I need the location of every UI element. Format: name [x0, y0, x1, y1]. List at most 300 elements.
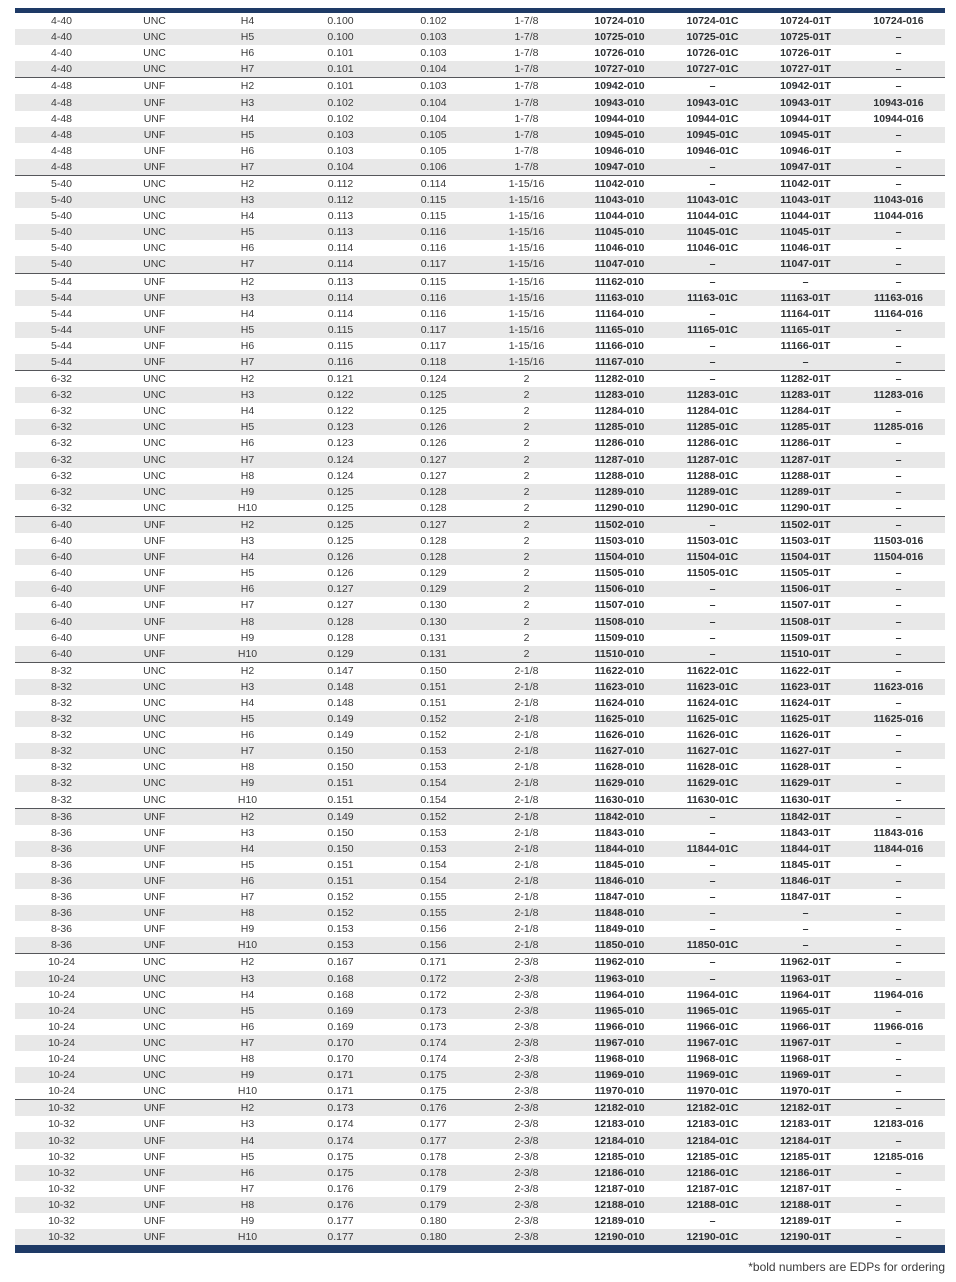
cell-series: UNC [143, 680, 166, 693]
cell-edp_016: – [895, 583, 902, 596]
cell-series: UNC [143, 389, 166, 402]
cell-edp_01T: 11164-01T [780, 307, 831, 320]
cell-limit: H9 [240, 777, 255, 790]
table-row [15, 565, 945, 581]
cell-edp_01C: – [709, 810, 716, 823]
cell-series: UNF [143, 551, 166, 564]
cell-limit: H3 [240, 680, 255, 693]
cell-edp_01T: 11509-01T [780, 631, 831, 644]
cell-edp_010: 11623-010 [594, 680, 645, 693]
cell-edp_016: – [895, 810, 902, 823]
cell-series: UNC [143, 777, 166, 790]
cell-pd_min: 0.101 [327, 80, 354, 93]
cell-edp_01C: 11626-01C [686, 729, 739, 742]
cell-edp_01C: 11287-01C [686, 453, 739, 466]
cell-series: UNC [143, 469, 166, 482]
cell-edp_010: 11842-010 [594, 810, 645, 823]
cell-length: 2-1/8 [514, 875, 539, 888]
cell-edp_010: 12189-010 [594, 1214, 645, 1227]
cell-length: 2-3/8 [514, 1150, 539, 1163]
cell-edp_01C: 11289-01C [686, 485, 739, 498]
table-row [15, 905, 945, 921]
cell-edp_01C: – [709, 307, 716, 320]
cell-series: UNF [143, 875, 166, 888]
cell-length: 1-15/16 [508, 194, 545, 207]
cell-edp_016: – [895, 745, 902, 758]
cell-edp_016: – [895, 1102, 902, 1115]
cell-edp_01C: 12183-01C [686, 1118, 739, 1131]
cell-series: UNC [143, 177, 166, 190]
cell-pd_min: 0.169 [327, 1004, 354, 1017]
cell-size: 5-40 [50, 226, 72, 239]
cell-edp_010: 11969-010 [594, 1069, 645, 1082]
cell-size: 8-36 [50, 858, 72, 871]
cell-limit: H10 [237, 793, 258, 806]
cell-edp_010: 11044-010 [594, 210, 645, 223]
cell-pd_max: 0.154 [420, 858, 447, 871]
cell-pd_min: 0.125 [327, 535, 354, 548]
cell-edp_01C: 11505-01C [686, 567, 739, 580]
cell-series: UNC [143, 1085, 166, 1098]
cell-edp_016: 11843-016 [873, 826, 924, 839]
cell-pd_max: 0.124 [420, 373, 447, 386]
cell-pd_min: 0.176 [327, 1198, 354, 1211]
cell-edp_01C: 11969-01C [686, 1069, 739, 1082]
cell-size: 10-32 [48, 1150, 75, 1163]
cell-limit: H3 [240, 194, 255, 207]
cell-pd_min: 0.174 [327, 1118, 354, 1131]
cell-pd_max: 0.114 [420, 177, 447, 190]
cell-limit: H3 [240, 389, 255, 402]
cell-pd_max: 0.154 [420, 793, 447, 806]
cell-series: UNF [143, 160, 166, 173]
cell-pd_max: 0.116 [420, 291, 447, 304]
table-row [15, 857, 945, 873]
cell-edp_01T: 10943-01T [780, 96, 831, 109]
cell-edp_016: – [895, 761, 902, 774]
cell-limit: H6 [240, 583, 255, 596]
cell-limit: H2 [240, 1102, 255, 1115]
cell-edp_010: 11287-010 [594, 453, 645, 466]
cell-edp_01T: 11625-01T [780, 713, 831, 726]
cell-series: UNC [143, 405, 166, 418]
cell-size: 8-36 [50, 826, 72, 839]
cell-edp_016: – [895, 599, 902, 612]
table-row [15, 873, 945, 889]
cell-pd_min: 0.153 [327, 939, 354, 952]
cell-series: UNF [143, 1182, 166, 1195]
cell-pd_max: 0.178 [420, 1150, 447, 1163]
cell-edp_010: 11843-010 [594, 826, 645, 839]
table-row [15, 1019, 945, 1035]
cell-edp_010: 11627-010 [594, 745, 645, 758]
cell-pd_min: 0.148 [327, 680, 354, 693]
cell-edp_010: 11970-010 [594, 1085, 645, 1098]
cell-pd_min: 0.115 [327, 339, 354, 352]
cell-series: UNC [143, 31, 166, 44]
cell-edp_010: 11505-010 [594, 567, 645, 580]
cell-pd_min: 0.151 [327, 875, 354, 888]
cell-size: 8-36 [50, 939, 72, 952]
cell-pd_min: 0.124 [327, 453, 354, 466]
cell-length: 2 [523, 567, 530, 580]
cell-edp_01T: 10724-01T [780, 15, 831, 28]
cell-edp_010: 11963-010 [594, 972, 645, 985]
table-row [15, 597, 945, 613]
cell-pd_max: 0.125 [420, 389, 447, 402]
cell-edp_016: – [895, 31, 902, 44]
table-row [15, 45, 945, 61]
cell-edp_010: 11284-010 [594, 405, 645, 418]
cell-edp_016: 11844-016 [873, 842, 924, 855]
cell-length: 2-3/8 [514, 1020, 539, 1033]
cell-edp_01C: 12187-01C [686, 1182, 739, 1195]
cell-series: UNF [143, 1198, 166, 1211]
cell-edp_010: 11167-010 [594, 356, 645, 369]
cell-edp_01C: 11844-01C [686, 842, 739, 855]
cell-edp_01C: 12182-01C [686, 1102, 739, 1115]
cell-length: 1-15/16 [508, 275, 545, 288]
cell-limit: H5 [240, 713, 255, 726]
cell-pd_min: 0.114 [327, 258, 354, 271]
cell-series: UNC [143, 226, 166, 239]
cell-size: 6-32 [50, 485, 72, 498]
cell-edp_010: 11046-010 [594, 242, 645, 255]
cell-edp_01T: 11627-01T [780, 745, 831, 758]
cell-edp_01T: 11962-01T [780, 956, 831, 969]
cell-limit: H2 [240, 518, 255, 531]
table-row [15, 419, 945, 435]
cell-edp_01C: – [709, 373, 716, 386]
cell-pd_min: 0.170 [327, 1053, 354, 1066]
cell-limit: H10 [237, 939, 258, 952]
cell-length: 2-1/8 [514, 680, 539, 693]
cell-series: UNF [143, 583, 166, 596]
cell-edp_01T: 10727-01T [780, 63, 831, 76]
cell-size: 8-36 [50, 810, 72, 823]
table-row [15, 435, 945, 451]
cell-size: 8-36 [50, 923, 72, 936]
cell-edp_010: 11506-010 [594, 583, 645, 596]
cell-limit: H10 [237, 1231, 258, 1244]
cell-size: 6-40 [50, 551, 72, 564]
cell-edp_010: 12190-010 [594, 1231, 645, 1244]
cell-series: UNC [143, 258, 166, 271]
cell-length: 2 [523, 501, 530, 514]
cell-length: 1-7/8 [514, 128, 539, 141]
cell-series: UNF [143, 96, 166, 109]
cell-edp_016: – [895, 777, 902, 790]
cell-series: UNC [143, 761, 166, 774]
cell-series: UNF [143, 615, 166, 628]
cell-edp_01T: 11283-01T [780, 389, 831, 402]
cell-edp_010: 11043-010 [594, 194, 645, 207]
table-row [15, 646, 945, 662]
table-row [15, 224, 945, 240]
cell-series: UNF [143, 291, 166, 304]
cell-size: 6-32 [50, 421, 72, 434]
cell-series: UNC [143, 696, 166, 709]
cell-edp_01T: – [802, 275, 809, 288]
cell-edp_01C: 11630-01C [686, 793, 739, 806]
cell-edp_01T: 11847-01T [780, 891, 831, 904]
cell-series: UNC [143, 63, 166, 76]
table-row [15, 1181, 945, 1197]
table-row [15, 1100, 945, 1116]
cell-edp_01T: 11045-01T [780, 226, 831, 239]
cell-size: 6-32 [50, 373, 72, 386]
cell-length: 2 [523, 373, 530, 386]
cell-length: 2-3/8 [514, 1102, 539, 1115]
cell-pd_max: 0.127 [420, 453, 447, 466]
cell-pd_max: 0.129 [420, 567, 447, 580]
cell-edp_01C: 12186-01C [686, 1166, 739, 1179]
cell-edp_016: – [895, 664, 902, 677]
cell-edp_01T: – [802, 356, 809, 369]
cell-edp_01T: 11506-01T [780, 583, 831, 596]
cell-edp_01T: 11163-01T [780, 291, 831, 304]
cell-edp_010: 11507-010 [594, 599, 645, 612]
cell-series: UNC [143, 1004, 166, 1017]
cell-edp_01C: 11964-01C [686, 988, 739, 1001]
cell-length: 2-3/8 [514, 1004, 539, 1017]
cell-size: 6-32 [50, 501, 72, 514]
cell-pd_max: 0.126 [420, 437, 447, 450]
cell-limit: H7 [240, 1182, 255, 1195]
cell-edp_010: 11625-010 [594, 713, 645, 726]
cell-limit: H4 [240, 551, 255, 564]
cell-edp_010: 11624-010 [594, 696, 645, 709]
cell-pd_min: 0.113 [327, 210, 354, 223]
cell-series: UNF [143, 826, 166, 839]
cell-edp_016: – [895, 405, 902, 418]
cell-limit: H6 [240, 1020, 255, 1033]
cell-pd_max: 0.130 [420, 615, 447, 628]
cell-length: 2-3/8 [514, 1182, 539, 1195]
cell-edp_01C: 11965-01C [686, 1004, 739, 1017]
cell-limit: H7 [240, 356, 255, 369]
cell-pd_min: 0.126 [327, 551, 354, 564]
cell-pd_min: 0.177 [327, 1231, 354, 1244]
cell-edp_016: – [895, 729, 902, 742]
cell-pd_min: 0.127 [327, 583, 354, 596]
cell-series: UNF [143, 128, 166, 141]
cell-edp_010: 11966-010 [594, 1020, 645, 1033]
cell-series: UNF [143, 939, 166, 952]
cell-edp_010: 10947-010 [594, 160, 645, 173]
cell-limit: H9 [240, 485, 255, 498]
cell-length: 2 [523, 551, 530, 564]
cell-limit: H4 [240, 15, 255, 28]
cell-edp_016: – [895, 373, 902, 386]
cell-size: 6-40 [50, 535, 72, 548]
cell-series: UNC [143, 421, 166, 434]
cell-length: 2-1/8 [514, 826, 539, 839]
cell-pd_min: 0.101 [327, 47, 354, 60]
cell-pd_min: 0.123 [327, 421, 354, 434]
cell-size: 10-32 [48, 1134, 75, 1147]
cell-length: 2-3/8 [514, 988, 539, 1001]
cell-edp_01T: 10944-01T [780, 112, 831, 125]
cell-pd_max: 0.153 [420, 842, 447, 855]
table-row [15, 1213, 945, 1229]
cell-length: 2 [523, 518, 530, 531]
cell-edp_01T: 11845-01T [780, 858, 831, 871]
cell-pd_max: 0.129 [420, 583, 447, 596]
table-bottom-border [15, 1245, 945, 1253]
table-row [15, 954, 945, 970]
cell-length: 2 [523, 453, 530, 466]
cell-edp_010: 11965-010 [594, 1004, 645, 1017]
cell-size: 6-32 [50, 405, 72, 418]
cell-length: 2-1/8 [514, 713, 539, 726]
cell-edp_01T: 11502-01T [780, 518, 831, 531]
cell-pd_min: 0.169 [327, 1020, 354, 1033]
cell-pd_max: 0.152 [420, 713, 447, 726]
cell-limit: H4 [240, 307, 255, 320]
cell-series: UNF [143, 144, 166, 157]
cell-edp_010: 11283-010 [594, 389, 645, 402]
table-row [15, 78, 945, 94]
cell-limit: H8 [240, 1198, 255, 1211]
cell-series: UNC [143, 437, 166, 450]
cell-pd_max: 0.117 [420, 323, 447, 336]
cell-series: UNF [143, 810, 166, 823]
cell-pd_min: 0.122 [327, 405, 354, 418]
table-row [15, 613, 945, 629]
cell-pd_max: 0.155 [420, 907, 447, 920]
cell-edp_01C: 11966-01C [686, 1020, 739, 1033]
table-row [15, 371, 945, 387]
cell-edp_010: 11848-010 [594, 907, 645, 920]
cell-edp_01T: 11505-01T [780, 567, 831, 580]
cell-edp_01C: – [709, 907, 716, 920]
cell-limit: H3 [240, 826, 255, 839]
cell-length: 1-7/8 [514, 47, 539, 60]
cell-pd_min: 0.128 [327, 631, 354, 644]
cell-edp_010: 10942-010 [594, 80, 645, 93]
cell-limit: H5 [240, 421, 255, 434]
cell-size: 5-40 [50, 177, 72, 190]
cell-limit: H7 [240, 891, 255, 904]
cell-series: UNF [143, 307, 166, 320]
cell-pd_min: 0.149 [327, 810, 354, 823]
cell-edp_016: – [895, 226, 902, 239]
cell-edp_016: – [895, 1198, 902, 1211]
cell-series: UNC [143, 194, 166, 207]
cell-pd_min: 0.122 [327, 389, 354, 402]
cell-size: 4-48 [50, 96, 72, 109]
cell-edp_010: 11042-010 [594, 177, 645, 190]
cell-limit: H7 [240, 599, 255, 612]
cell-edp_01C: 11286-01C [686, 437, 739, 450]
cell-edp_010: 11628-010 [594, 761, 645, 774]
cell-pd_min: 0.101 [327, 63, 354, 76]
cell-pd_min: 0.114 [327, 307, 354, 320]
cell-size: 10-32 [48, 1182, 75, 1195]
cell-edp_01C: 11046-01C [686, 242, 739, 255]
cell-edp_016: – [895, 453, 902, 466]
cell-edp_010: 11509-010 [594, 631, 645, 644]
cell-pd_max: 0.117 [420, 339, 447, 352]
cell-size: 6-32 [50, 469, 72, 482]
cell-limit: H5 [240, 1004, 255, 1017]
cell-series: UNF [143, 647, 166, 660]
cell-series: UNC [143, 1036, 166, 1049]
table-row [15, 1229, 945, 1245]
cell-pd_max: 0.175 [420, 1069, 447, 1082]
cell-edp_01T: 11042-01T [780, 177, 831, 190]
table-row [15, 176, 945, 192]
cell-pd_max: 0.173 [420, 1004, 447, 1017]
cell-series: UNF [143, 1150, 166, 1163]
cell-edp_010: 11282-010 [594, 373, 645, 386]
cell-size: 8-32 [50, 729, 72, 742]
table-row [15, 61, 945, 77]
cell-limit: H2 [240, 664, 255, 677]
cell-edp_01T: 11289-01T [780, 485, 831, 498]
cell-edp_01C: 11283-01C [686, 389, 739, 402]
cell-edp_010: 10727-010 [594, 63, 645, 76]
cell-edp_010: 10726-010 [594, 47, 645, 60]
cell-series: UNC [143, 729, 166, 742]
cell-series: UNC [143, 664, 166, 677]
cell-limit: H2 [240, 956, 255, 969]
cell-size: 8-32 [50, 761, 72, 774]
cell-size: 10-24 [48, 972, 75, 985]
cell-length: 2 [523, 389, 530, 402]
cell-size: 10-24 [48, 1053, 75, 1066]
table-row [15, 1067, 945, 1083]
cell-series: UNC [143, 1069, 166, 1082]
cell-edp_010: 10944-010 [594, 112, 645, 125]
cell-edp_016: 11164-016 [873, 307, 924, 320]
cell-edp_010: 11968-010 [594, 1053, 645, 1066]
cell-edp_016: 11966-016 [873, 1020, 924, 1033]
cell-limit: H5 [240, 226, 255, 239]
cell-series: UNF [143, 1166, 166, 1179]
cell-length: 2-3/8 [514, 1053, 539, 1066]
cell-edp_01T: 11629-01T [780, 777, 831, 790]
cell-length: 2 [523, 469, 530, 482]
cell-edp_010: 11847-010 [594, 891, 645, 904]
cell-size: 5-44 [50, 291, 72, 304]
cell-length: 1-15/16 [508, 242, 545, 255]
cell-pd_max: 0.153 [420, 761, 447, 774]
cell-edp_01T: 11963-01T [780, 972, 831, 985]
cell-edp_01T: 11846-01T [780, 875, 831, 888]
cell-limit: H5 [240, 1150, 255, 1163]
cell-limit: H7 [240, 258, 255, 271]
cell-edp_016: – [895, 518, 902, 531]
cell-edp_01C: 10946-01C [686, 144, 739, 157]
cell-length: 2 [523, 615, 530, 628]
cell-pd_min: 0.112 [327, 194, 354, 207]
cell-limit: H3 [240, 291, 255, 304]
table-row [15, 1003, 945, 1019]
cell-edp_010: 11845-010 [594, 858, 645, 871]
cell-edp_016: – [895, 1166, 902, 1179]
cell-edp_01T: 11044-01T [780, 210, 831, 223]
cell-size: 10-32 [48, 1231, 75, 1244]
cell-pd_max: 0.175 [420, 1085, 447, 1098]
cell-series: UNC [143, 956, 166, 969]
cell-edp_010: 11510-010 [594, 647, 645, 660]
cell-edp_016: – [895, 972, 902, 985]
cell-limit: H4 [240, 1134, 255, 1147]
cell-edp_01T: 11842-01T [780, 810, 831, 823]
cell-edp_016: – [895, 1004, 902, 1017]
